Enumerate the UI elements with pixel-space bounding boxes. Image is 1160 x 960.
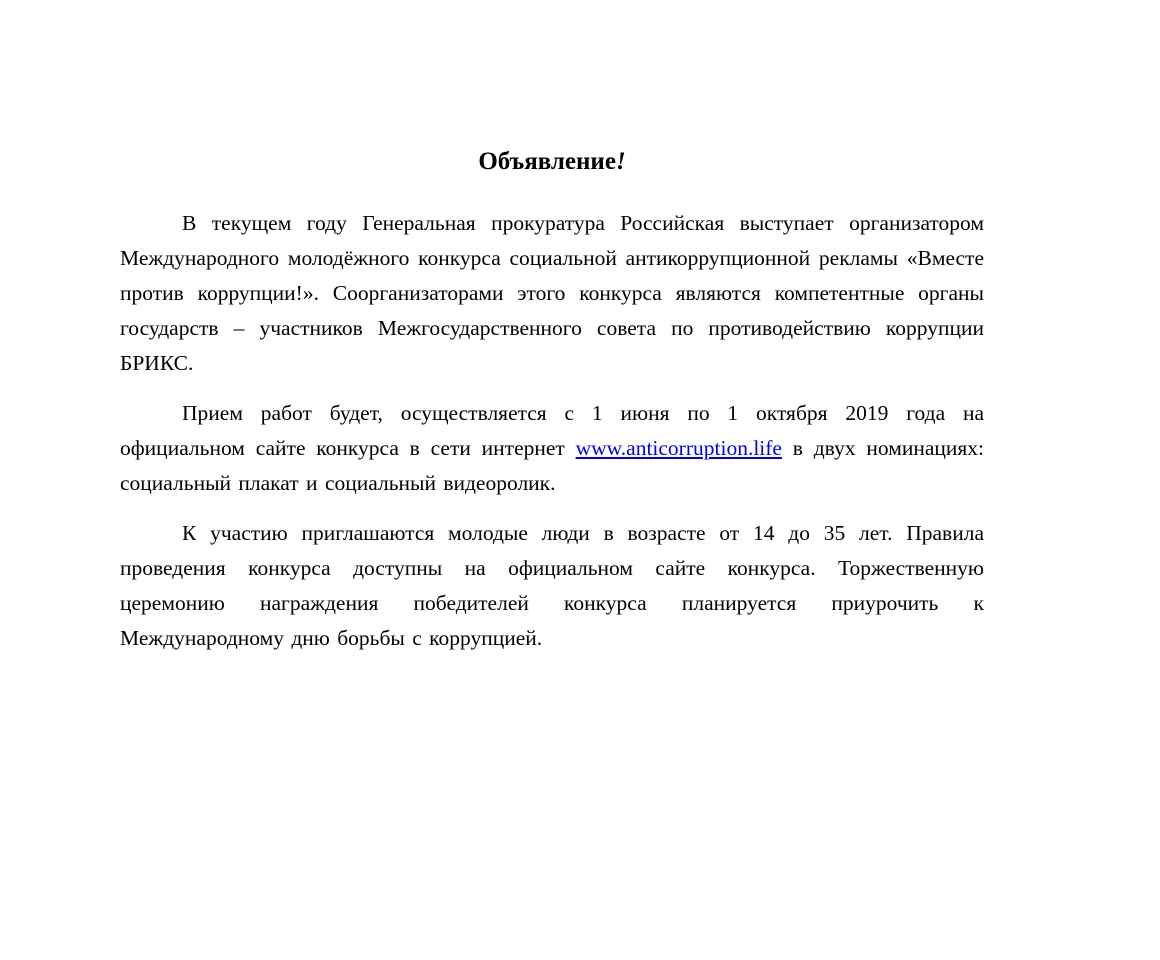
paragraph-organizer: В текущем году Генеральная прокуратура Российская выступает организатором Международного молодёжного конкурса социальной антикоррупционной рекламы «Вместе против коррупции!». Соорганизаторами этого конкурса являются компетентные органы государств – участников Межгосударственного совета по противодействию коррупции БРИКС.: [120, 211, 984, 375]
paragraph-submission-text-before: Прием работ будет, осуществляется с 1 июня по 1 октября 2019 года на официальном сайте конкурса в сети интернет: [120, 401, 984, 460]
paragraph-participation: К участию приглашаются молодые люди в возрасте от 14 до 35 лет. Правила проведения конкурса доступны на официальном сайте конкурса. Торжественную церемонию награждения победителей конкурса планируется приурочить к Международному дню борьбы с коррупцией.: [120, 521, 984, 650]
document-title-text: Объявление: [478, 148, 616, 175]
paragraph-submission: [120, 396, 984, 501]
document-title-exclamation: !: [615, 148, 626, 175]
paragraph-submission-text-after: в двух номинациях: социальный плакат и социальный видеоролик.: [120, 436, 984, 495]
anticorruption-site-link[interactable]: www.anticorruption.life: [575, 436, 782, 460]
document-page: [120, 148, 984, 656]
document-title: [120, 148, 984, 176]
